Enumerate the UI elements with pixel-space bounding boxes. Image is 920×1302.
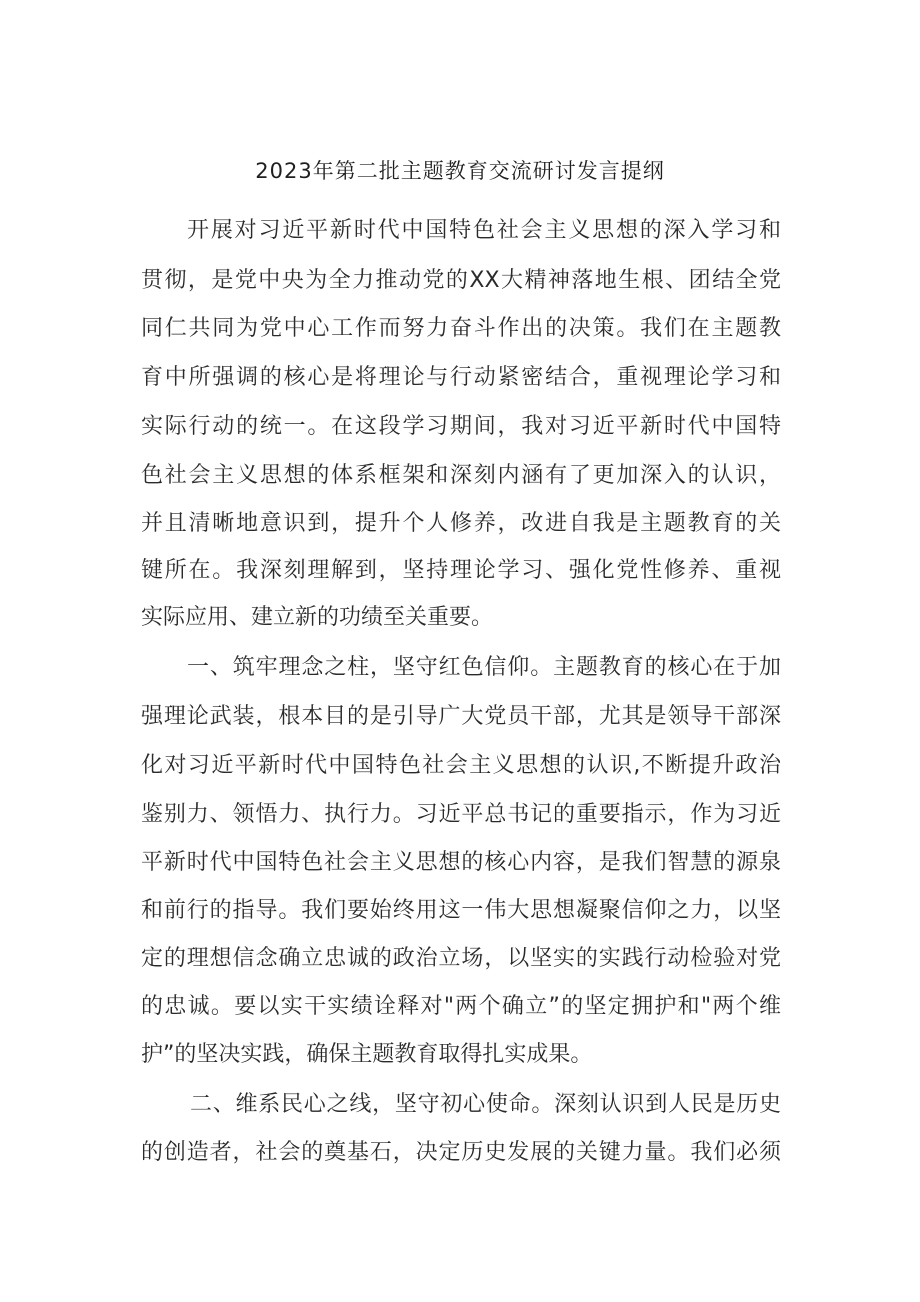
paragraph-1-line: 开展对习近平新时代中国特色社会主义思想的深入学习和 [187, 218, 781, 243]
paragraph-1-line: 实际行动的统一。在这段学习期间，我对习近平新时代中国特 [141, 414, 781, 439]
paragraph-1-line: 实际应用、建立新的功绩至关重要。 [141, 605, 494, 630]
paragraph-1-line: 同仁共同为党中心工作而努力奋斗作出的决策。我们在主题教 [141, 316, 781, 341]
document-title: 2023年第二批主题教育交流研讨发言提纲 [255, 159, 665, 183]
paragraph-1-line: 贯彻，是党中央为全力推动党的XX大精神落地生根、团结全党 [141, 268, 781, 293]
paragraph-2-line: 一、筑牢理念之柱，坚守红色信仰。主题教育的核心在于加 [187, 655, 781, 680]
paragraph-1-line: 并且清晰地意识到，提升个人修养，改进自我是主题教育的关 [141, 511, 781, 536]
paragraph-1-line: 色社会主义思想的体系框架和深刻内涵有了更加深入的认识， [141, 463, 781, 488]
paragraph-2-line: 和前行的指导。我们要始终用这一伟大思想凝聚信仰之力，以坚 [141, 898, 781, 923]
paragraph-3-line: 二、维系民心之线，坚守初心使命。深刻认识到人民是历史 [190, 1092, 781, 1117]
paragraph-2-line: 的忠诚。要以实干实绩诠释对"两个确立”的坚定拥护和"两个维 [141, 994, 781, 1019]
paragraph-2-line: 强理论武装，根本目的是引导广大党员干部，尤其是领导干部深 [141, 704, 781, 729]
paragraph-1-line: 育中所强调的核心是将理论与行动紧密结合，重视理论学习和 [141, 365, 781, 390]
paragraph-2-line: 定的理想信念确立忠诚的政治立场，以坚实的实践行动检验对党 [141, 946, 781, 971]
paragraph-2-line: 护”的坚决实践，确保主题教育取得扎实成果。 [141, 1042, 593, 1067]
paragraph-2-line: 化对习近平新时代中国特色社会主义思想的认识,不断提升政治 [141, 753, 781, 778]
paragraph-3-line: 的创造者，社会的奠基石，决定历史发展的关键力量。我们必须 [141, 1140, 781, 1165]
paragraph-2-line: 平新时代中国特色社会主义思想的核心内容，是我们智慧的源泉 [141, 850, 781, 875]
paragraph-1-line: 键所在。我深刻理解到，坚持理论学习、强化党性修养、重视 [141, 558, 781, 583]
paragraph-2-line: 鉴别力、领悟力、执行力。习近平总书记的重要指示，作为习近 [141, 802, 781, 827]
